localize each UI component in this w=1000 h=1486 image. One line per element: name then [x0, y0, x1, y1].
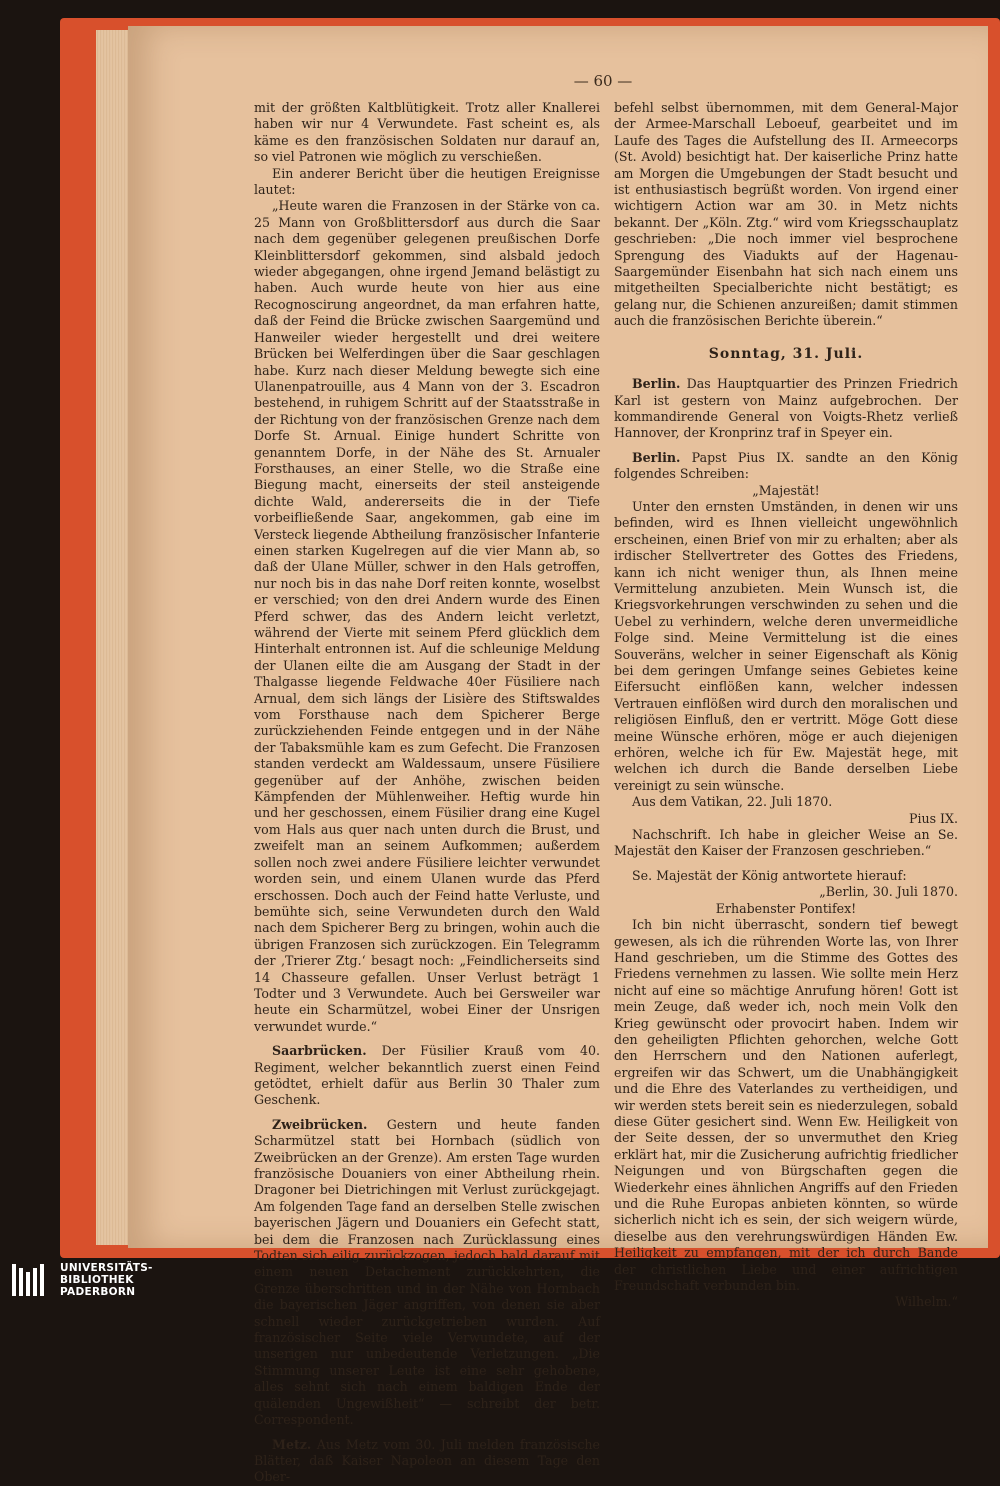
paragraph	[254, 1117, 600, 1429]
section-lead: Zweibrücken.	[272, 1116, 368, 1132]
paragraph-text: Gestern und heute fanden Scharmützel statt bei Hornbach (südlich von Zweibrücken an der Grenze). Am ersten Tage wurden französische Douaniers von einer Abtheilung rhein. Dragoner bei Dietrichingen mit Verlust zurückgejagt. Am folgenden Tage fand an derselben Stelle zwischen bayerischen Jägern und Douaniers ein Gefecht statt, bei dem die Franzosen nach Zurücklassung eines Todten sich eilig zurückzogen, jedoch bald darauf mit einem neuen Detachement zurückkehrten, die Grenze überschritten und in der Nähe von Hornbach die bayerischen Jäger angriffen, von denen sie aber schnell wieder zurückgetrieben wurden. Auf französischer Seite viele Verwundete, auf der unserigen nur unbedeutende Verletzungen. „Die Stimmung unserer Leute ist eine sehr gehobene, alles sehnt sich nach einem baldigen Ende der quälenden Ungewißheit“ — schreibt der betr. Correspondent.	[254, 1116, 600, 1428]
paragraph	[614, 450, 958, 483]
letter-body: Ich bin nicht überrascht, sondern tief bewegt gewesen, als ich die rührenden Worte las, von Ihrer Hand geschrieben, um die Stimme des Gottes des Friedens vernehmen zu lassen. Wie sollte mein Herz nicht auf eine so mächtige Anrufung hören! Gott ist mein Zeuge, daß weder ich, noch mein Volk den Krieg gewünscht oder provocirt haben. Indem wir den geheiligten Pflichten gehorchen, welche Gott den Herrschern und den Nationen auferlegt, ergreifen wir das Schwert, um die Unabhängigkeit und die Ehre des Vaterlandes zu vertheidigen, und wir werden stets bereit sein es niederzulegen, sobald diese Güter gesichert sind. Wenn Ew. Heiligkeit von der Seite dessen, der so unvermuthet den Krieg erklärt hat, mir die Zusicherung aufrichtig friedlicher Neigungen und von Bürgschaften gegen die Wiederkehr eines ähnlichen Angriffs auf den Frieden und die Ruhe Europas anbieten könnten, so würde sicherlich nicht ich es sein, der sich weigern würde, dieselbe aus den verehrungswürdigen Händen Ew. Heiligkeit zu empfangen, mit der ich durch Bande der christlichen Liebe und einer aufrichtigen Freundschaft verbunden bin.	[614, 917, 958, 1294]
paragraph-text: Das Hauptquartier des Prinzen Friedrich Karl ist gestern von Mainz aufgebrochen. Der kommandirende General von Voigts-Rhetz verließ Hannover, der Kronprinz traf in Speyer ein.	[614, 376, 958, 441]
letter-salutation: Erhabenster Pontifex!	[715, 900, 857, 916]
paragraph: Se. Majestät der König antwortete hierauf:	[632, 867, 907, 883]
section-lead: Metz.	[272, 1436, 312, 1452]
paragraph: mit der größten Kaltblütigkeit. Trotz aller Knallerei haben wir nur 4 Verwundete. Fast scheint es, als käme es den französischen Soldaten nur darauf an, so viel Patronen wie möglich zu verschießen.	[254, 100, 600, 165]
paragraph: Ein anderer Bericht über die heutigen Ereignisse lautet:	[254, 165, 600, 198]
paragraph-text: Papst Pius IX. sandte an den König folgendes Schreiben:	[614, 449, 958, 482]
right-column	[614, 100, 958, 1311]
letter-place-date: Aus dem Vatikan, 22. Juli 1870.	[632, 794, 833, 810]
left-column	[254, 100, 600, 1486]
letter-salutation: „Majestät!	[752, 482, 820, 498]
library-logo	[8, 1258, 248, 1302]
logo-line: UNIVERSITÄTS-	[60, 1262, 153, 1274]
paragraph	[254, 1437, 600, 1486]
paragraph	[254, 1043, 600, 1109]
logo-line: PADERBORN	[60, 1286, 136, 1298]
letter-body: Unter den ernsten Umständen, in denen wir uns befinden, wird es Ihnen vielleicht ungewöhnlich erscheinen, einen Brief von mir zu erhalten; aber als irdischer Stellvertreter des Gottes des Friedens, kann ich nicht weniger thun, als Ihnen meine Vermittelung anzubieten. Mein Wunsch ist, die Kriegsvorkehrungen verschwinden zu sehen und die Uebel zu verhindern, welche deren unvermeidliche Folge sind. Meine Vermittelung ist die eines Souveräns, welcher in seiner Eigenschaft als König bei dem geringen Umfange seines Gebietes keine Eifersucht einflößen kann, welcher indessen Vertrauen einflößen wird durch den moralischen und religiösen Einfluß, den er vertritt. Möge Gott diese meine Wünsche erhören, möge er auch diejenigen erhören, welche ich für Ew. Majestät hege, mit welchen ich durch die Bande derselben Liebe vereinigt zu sein wünsche.	[614, 498, 958, 793]
library-logo-icon	[10, 1262, 50, 1298]
page-number: — 60 —	[573, 72, 633, 90]
letter-signature: Wilhelm.“	[895, 1294, 958, 1310]
paragraph: „Heute waren die Franzosen in der Stärke von ca. 25 Mann von Großblittersdorf aus durch die Saar nach dem gegenüber gelegenen preußischen Dorfe Kleinblittersdorf gekommen, sind alsbald jedoch wieder abgegangen, ohne irgend Jemand belästigt zu haben. Auch wurde heute von hier aus eine Recognoscirung angeordnet, da man erfahren hatte, daß der Feind die Brücke zwischen Saargemünd und Hanweiler wieder hergestellt und drei weitere Brücken bei Welferdingen über die Saar geschlagen habe. Kurz nach dieser Meldung bewegte sich eine Ulanenpatrouille, aus 4 Mann von der 3. Escadron bestehend, in ruhigem Schritt auf der Staatsstraße in der Richtung von der französischen Grenze nach dem Dorfe St. Arnual. Einige hundert Schritte von genanntem Dorfe, in der Nähe des St. Arnualer Forsthauses, an einer Stelle, wo die Straße eine Biegung macht, einerseits der steil ansteigende dichte Wald, andererseits die in der Tiefe vorbeifließende Saar, angekommen, gab eine im Versteck liegende Abtheilung französischer Infanterie einen starken Kugelregen auf die vier Mann ab, so daß der Ulane Müller, schwer in den Hals getroffen, nur noch bis in das nahe Dorf reiten konnte, woselbst er verschied; von den drei Andern wurde des Einen Pferd schwer, das des Andern leicht verletzt, während der Vierte mit seinem Pferd glücklich dem Hinterhalt entronnen ist. Auf die schleunige Meldung der Ulanen eilte die am Ausgang der Stadt in der Thalgasse liegende Feldwache 40er Füsiliere nach Arnual, dem sich längs der Lisière des Stiftswaldes vom Forsthause nach dem Spicherer Berge zurückziehenden Feinde entgegen und in der Nähe der Tabaksmühle kam es zum Gefecht. Die Franzosen standen verdeckt am Waldessaum, unsere Füsiliere gegenüber auf der Anhöhe, zwischen beiden Kämpfenden der Mühlenweiher. Heftig wurde hin und her geschossen, einem Füsilier drang eine Kugel vom Hals aus quer nach unten durch die Brust, und zweifelt man an seinem Aufkommen; außerdem sollen noch zwei andere Füsiliere leichter verwundet worden sein, und einem Ulanen wurde das Pferd erschossen. Doch auch der Feind hatte Verluste, und bemühte sich, seine Verwundeten durch den Wald nach dem Spicherer Berg zu bringen, wohin auch die übrigen Franzosen sich zurückzogen. Ein Telegramm der ‚Trierer Ztg.‘ besagt noch: „Feindlicherseits sind 14 Chasseure gefallen. Unser Verlust beträgt 1 Todter und 3 Verwundete. Auch bei Gersweiler war heute ein Scharmützel, wobei Einer der Unsrigen verwundet wurde.“	[254, 198, 600, 1034]
paragraph: befehl selbst übernommen, mit dem General-Major der Armee-Marschall Leboeuf, gearbeitet und im Laufe des Tages die Aufstellung des II. Armeecorps (St. Avold) besichtigt hat. Der kaiserliche Prinz hatte am Morgen die Umgebungen der Stadt besucht und ist enthusiastisch begrüßt worden. Von irgend einer wichtigern Action war am 30. in Metz nichts bekannt. Der „Köln. Ztg.“ wird vom Kriegsschauplatz geschrieben: „Die noch immer viel besprochene Sprengung des Viadukts auf der Hagenau-Saargemünder Eisenbahn hat sich nach einem uns mitgetheilten Specialberichte nicht bestätigt; es gelang nur, die Schienen anzureißen; damit stimmen auch die französischen Berichte überein.“	[614, 100, 958, 329]
letter-place-date: „Berlin, 30. Juli 1870.	[819, 884, 958, 900]
paragraph	[614, 376, 958, 442]
section-lead: Berlin.	[632, 449, 681, 465]
logo-line: BIBLIOTHEK	[60, 1274, 134, 1286]
paragraph-text: Der Füsilier Krauß vom 40. Regiment, welcher bekanntlich zuerst einen Feind getödtet, erhielt dafür aus Berlin 30 Thaler zum Geschenk.	[254, 1043, 600, 1108]
section-lead: Berlin.	[632, 376, 681, 392]
letter-signature: Pius IX.	[908, 810, 958, 826]
paragraph-text: Aus Metz vom 30. Juli melden französische Blätter, daß Kaiser Napoleon an diesem Tage den Ober-	[254, 1436, 600, 1485]
section-lead: Saarbrücken.	[272, 1043, 367, 1059]
letter-postscript: Nachschrift. Ich habe in gleicher Weise an Se. Majestät den Kaiser der Franzosen geschrieben.“	[614, 827, 958, 859]
date-heading: Sonntag, 31. Juli.	[708, 345, 864, 362]
